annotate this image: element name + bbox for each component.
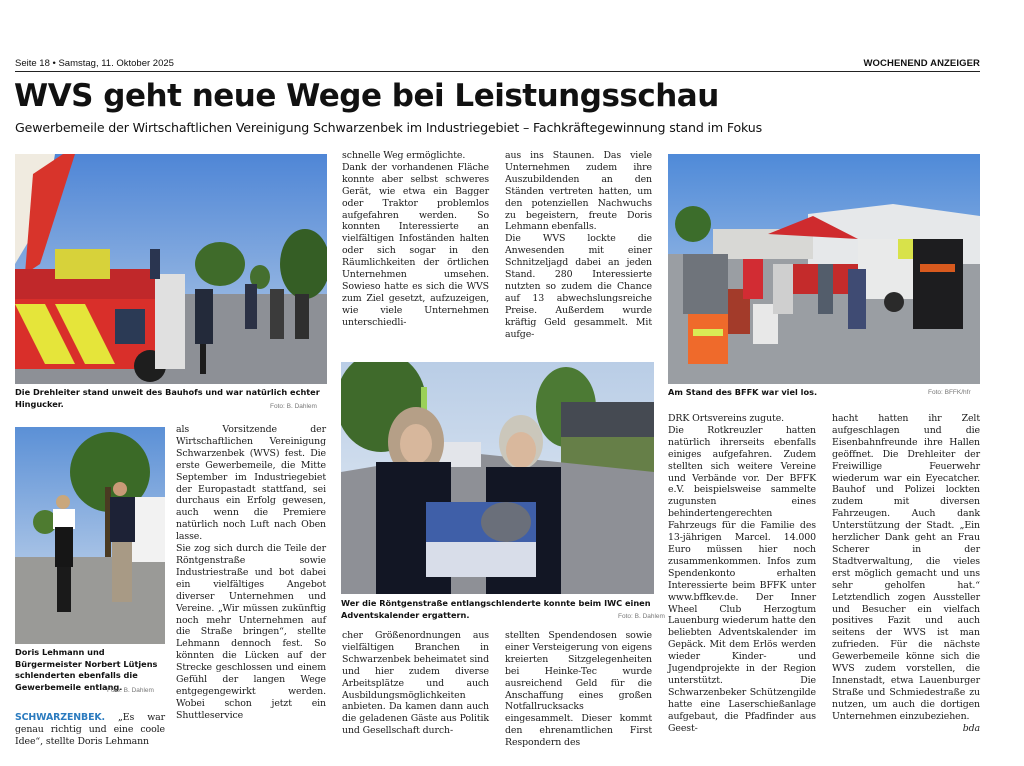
article-column xyxy=(505,150,652,341)
paragraph: als Vorsitzende der Wirtschaftlichen Vereinigung Schwarzenbek (WVS) fest. Die erste Gewerbemeile, die Mitte September im Industriegebiet der Europastadt stattfand, sei durchaus ein Erfolg gewesen, auch wenn die Premiere natürlich noch Luft nach Oben lasse. xyxy=(176,424,326,543)
article-column xyxy=(505,630,652,749)
photo-credit: Foto: BFFK/hfr xyxy=(928,389,971,396)
article-column xyxy=(176,424,326,722)
photo-caption: Die Drehleiter stand unweit des Bauhofs und war natürlich echter Hingucker. xyxy=(15,387,320,409)
page-info: Seite 18 • Samstag, 11. Oktober 2025 xyxy=(15,58,174,69)
paragraph: cher Größenordnungen aus vielfältigen Branchen in Schwarzenbek beheimatet sind und hier zudem diverse Arbeitsplätze und auch Ausbildungsmöglichkeiten anbieten. Da kamen dann auch die geladenen Gäste aus Politik und Gesellschaft durch- xyxy=(342,630,489,737)
photo-credit: Foto: B. Dahlem xyxy=(270,403,317,410)
paragraph: stellten Spendendosen sowie einer Versteigerung von eigens kreierten Sitzgelegenheiten bei Heinke-Tec wurde ausreichend Geld für die Anschaffung eines großen Notfallrucksacks eingesammelt. Dieser kommt den ehrenamtlichen First Respondern des xyxy=(505,630,652,749)
newspaper-name: WOCHENEND ANZEIGER xyxy=(863,58,980,69)
paragraph: DRK Ortsvereins zugute. xyxy=(668,413,785,424)
paragraph: schnelle Weg ermöglichte. xyxy=(342,150,466,161)
paragraph: Sie zog sich durch die Teile der Röntgenstraße sowie Industriestraße und bot dabei ein vielfältiges Angebot diverser Unternehmen und Vereine. „Wir müssen zukünftig noch mehr Unternehmen auf die Straße bringen“, stellte Lehmann dennoch fest. So könnten die Lücken auf der Strecke geschlossen und einem Gefühl der langen Wege entgegengewirkt werden. Wobei schon jetzt ein Shuttleservice xyxy=(176,543,326,721)
photo-two-people-walking[interactable] xyxy=(15,427,165,644)
paragraph xyxy=(832,413,980,734)
photo-two-women-advent-calendar[interactable] xyxy=(341,362,654,594)
article-lead xyxy=(15,712,165,748)
lead-text: „Es war genau richtig und eine coole Idee“, stellte Doris Lehmann xyxy=(15,712,165,747)
photo-fire-ladder-truck[interactable] xyxy=(15,154,327,384)
lead-paragraph xyxy=(15,712,165,748)
paragraph: Die WVS lockte die Anwesenden mit einer Schnitzeljagd dabei an jeden Stand. 280 Interessierte nutzten so zudem die Chance auf 13 abwechslungsreiche Preise. Außerdem wurde kräftig Geld gesammelt. Mit aufge- xyxy=(505,233,652,340)
closing-text: hacht hatten ihr Zelt aufgeschlagen und die Eisenbahnfreunde ihre Hallen geöffnet. Die Drehleiter der Freiwillige Feuerwehr wiederum war ein Eyecatcher. Bauhof und Polizei lockten zudem mit diversen Fahrzeugen. Auch dank Unterstützung der Stadt. „Ein herzlicher Dank geht an Frau Scherer in der Stadtverwaltung, die vieles erst möglich gemacht und uns sehr geholfen hat.“ Letztendlich zogen Aussteller und Besucher ein vielfach positives Fazit und auch seitens der WVS ist man zufrieden. Für die nächste Gewerbemeile könne sich die WVS zudem vorstellen, die Innenstadt, etwa Lauenburger Straße und Schmiedestraße zu nutzen, um auch die dortigen Unternehmen einzubeziehen. xyxy=(832,413,980,722)
photo-caption: Doris Lehmann und Bürgermeister Norbert Lütjens schlenderten ebenfalls die Gewerbemeile entlang. xyxy=(15,647,158,692)
photo-credit: Foto: B. Dahlem xyxy=(618,613,665,620)
article-column xyxy=(342,150,489,329)
photo-credit: Foto: B. Dahlem xyxy=(107,687,154,694)
paragraph: Die Rotkreuzler hatten natürlich ihrerseits ebenfalls einiges aufgefahren. Zudem stellten sich weitere Vereine und Verbände vor. Der BFFK e.V. beispielsweise sammelte zugunsten eines behindertengerechten Fahrzeugs für die Familie des 13-jährigen Marcel. 14.000 Euro müssen hier noch zusammenkommen. Infos zum Spendenkonto erhalten Interessierte beim BFFK unter www.bffkev.de. Der Inner Wheel Club Herzogtum Lauenburg wiederum hatte den beliebten Adventskalender im Gepäck. Mit dem Erlös werden wieder Kinder- und Jugendprojekte in der Region unterstützt. Die Schwarzenbeker Schützengilde hatte eine Laserschießanlage aufgebaut, die Pfadfinder aus Geest- xyxy=(668,424,816,734)
article-column xyxy=(668,413,816,734)
author-signature: bda xyxy=(962,722,980,734)
article-headline: WVS geht neue Wege bei Leistungsschau xyxy=(14,78,719,114)
article-column xyxy=(342,630,489,737)
photo-caption: Wer die Röntgenstraße entlangschlenderte konnte beim IWC einen Adventskalender ergattern. xyxy=(341,598,651,620)
photo-caption: Am Stand des BFFK war viel los. xyxy=(668,387,818,397)
article-column xyxy=(832,413,980,734)
paragraph: Dank der vorhandenen Fläche konnte aber selbst schweres Gerät, wie etwa ein Bagger oder Traktor problemlos aufgefahren werden. So konnten Interessierte an vielfältigen Infoständen halten oder sich sogar in den Räumlichkeiten der örtlichen Unternehmen umsehen. Sowieso hatte es sich die WVS zum Ziel gesetzt, aufzuzeigen, wie viele Unternehmen unterschiedli- xyxy=(342,161,489,328)
photo-bffk-stand[interactable] xyxy=(668,154,980,384)
kicker-location: SCHWARZENBEK. xyxy=(15,712,105,723)
paragraph: aus ins Staunen. Das viele Unternehmen zudem ihre Auszubildenden an den Ständen vertreten hatten, um den potenziellen Nachwuchs zu begeistern, freute Doris Lehmann ebenfalls. xyxy=(505,150,652,233)
article-subheadline: Gewerbemeile der Wirtschaftlichen Vereinigung Schwarzenbek im Industriegebiet – Fachkräftegewinnung stand im Fokus xyxy=(15,120,763,135)
